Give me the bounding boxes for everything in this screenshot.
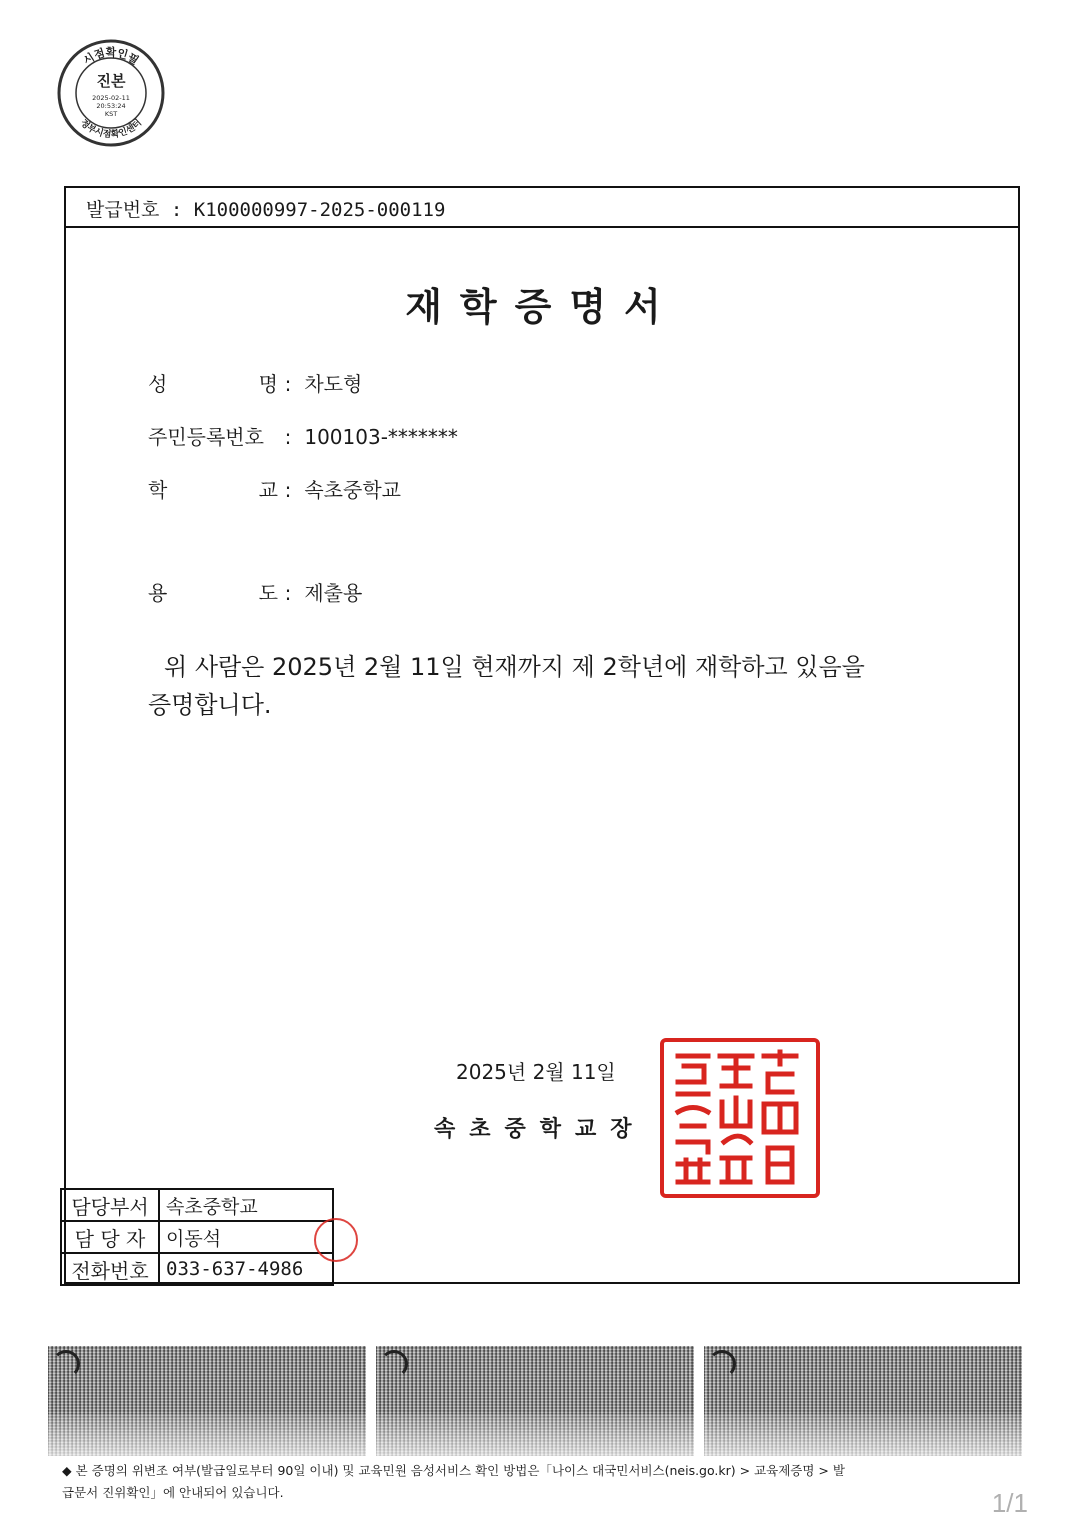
seal-tz: KST bbox=[104, 110, 118, 118]
phone-value: 033-637-4986 bbox=[159, 1253, 333, 1285]
issue-number: K100000997-2025-000119 bbox=[193, 199, 446, 221]
scan-icon bbox=[52, 1350, 80, 1378]
certificate-frame bbox=[64, 186, 1020, 1284]
page-indicator: 1/1 bbox=[991, 1488, 1028, 1518]
school-label: 학 교 bbox=[148, 478, 278, 502]
issue-date: 2025년 2월 11일 bbox=[456, 1060, 616, 1084]
verification-barcode-2 bbox=[376, 1346, 694, 1456]
seal-arc-top: 시점확인필 bbox=[80, 46, 142, 68]
verification-notice bbox=[62, 1460, 1002, 1504]
scan-icon bbox=[380, 1350, 408, 1378]
scan-icon bbox=[708, 1350, 736, 1378]
field-rrn: 주민등록번호 : 100103-******* bbox=[148, 421, 458, 450]
statement-line-1: 위 사람은 2025년 2월 11일 현재까지 제 2학년에 재학하고 있음을 bbox=[164, 653, 865, 681]
table-row bbox=[61, 1253, 333, 1285]
seal-time: 20:53:24 bbox=[96, 102, 126, 110]
field-purpose: 용 도 : 제출용 bbox=[148, 577, 362, 606]
phone-label: 전화번호 bbox=[61, 1253, 159, 1285]
field-name: 성 명 : 차도형 bbox=[148, 368, 362, 397]
person-value: 이동석 bbox=[159, 1221, 333, 1253]
official-school-seal bbox=[660, 1038, 820, 1198]
table-row bbox=[61, 1189, 333, 1221]
issue-label: 발급번호 bbox=[86, 199, 160, 221]
seal-date: 2025-02-11 bbox=[92, 94, 130, 102]
authenticity-seal bbox=[56, 38, 166, 148]
table-row bbox=[61, 1221, 333, 1253]
notice-line-1: ◆ 본 증명의 위변조 여부(발급일로부터 90일 이내) 및 교육민원 음성서비스 확인 방법은「나이스 대국민서비스(neis.go.kr) > 교육제증명 > 발 bbox=[62, 1463, 845, 1478]
field-school: 학 교 : 속초중학교 bbox=[148, 474, 401, 503]
notice-line-2: 급문서 진위확인」에 안내되어 있습니다. bbox=[62, 1485, 284, 1500]
document-title: 재학증명서 bbox=[405, 285, 679, 329]
verification-barcode-3 bbox=[704, 1346, 1022, 1456]
purpose-label: 용 도 bbox=[148, 581, 278, 605]
name-label: 성 명 bbox=[148, 372, 278, 396]
dept-label: 담당부서 bbox=[61, 1189, 159, 1221]
issue-number-box: 발급번호 : K100000997-2025-000119 bbox=[66, 188, 1018, 228]
verification-barcode-1 bbox=[48, 1346, 366, 1456]
seal-center: 진본 bbox=[96, 72, 126, 90]
contact-table bbox=[60, 1188, 334, 1286]
staff-seal bbox=[314, 1218, 358, 1262]
dept-value: 속초중학교 bbox=[159, 1189, 333, 1221]
school-value: 속초중학교 bbox=[304, 478, 401, 502]
statement-line-2: 증명합니다. bbox=[148, 691, 272, 719]
certification-statement bbox=[148, 648, 948, 724]
person-label: 담 당 자 bbox=[61, 1221, 159, 1253]
purpose-value: 제출용 bbox=[304, 581, 363, 605]
seal-arc-bottom: 정부시점확인센터 bbox=[77, 118, 145, 141]
rrn-value: 100103-******* bbox=[304, 425, 458, 449]
name-value: 차도형 bbox=[304, 372, 363, 396]
svg-text:시점확인필 bbox=[81, 45, 142, 67]
rrn-label: 주민등록번호 bbox=[148, 425, 264, 449]
principal-title: 속초중학교장 bbox=[434, 1117, 646, 1142]
verification-codes bbox=[48, 1346, 1022, 1456]
